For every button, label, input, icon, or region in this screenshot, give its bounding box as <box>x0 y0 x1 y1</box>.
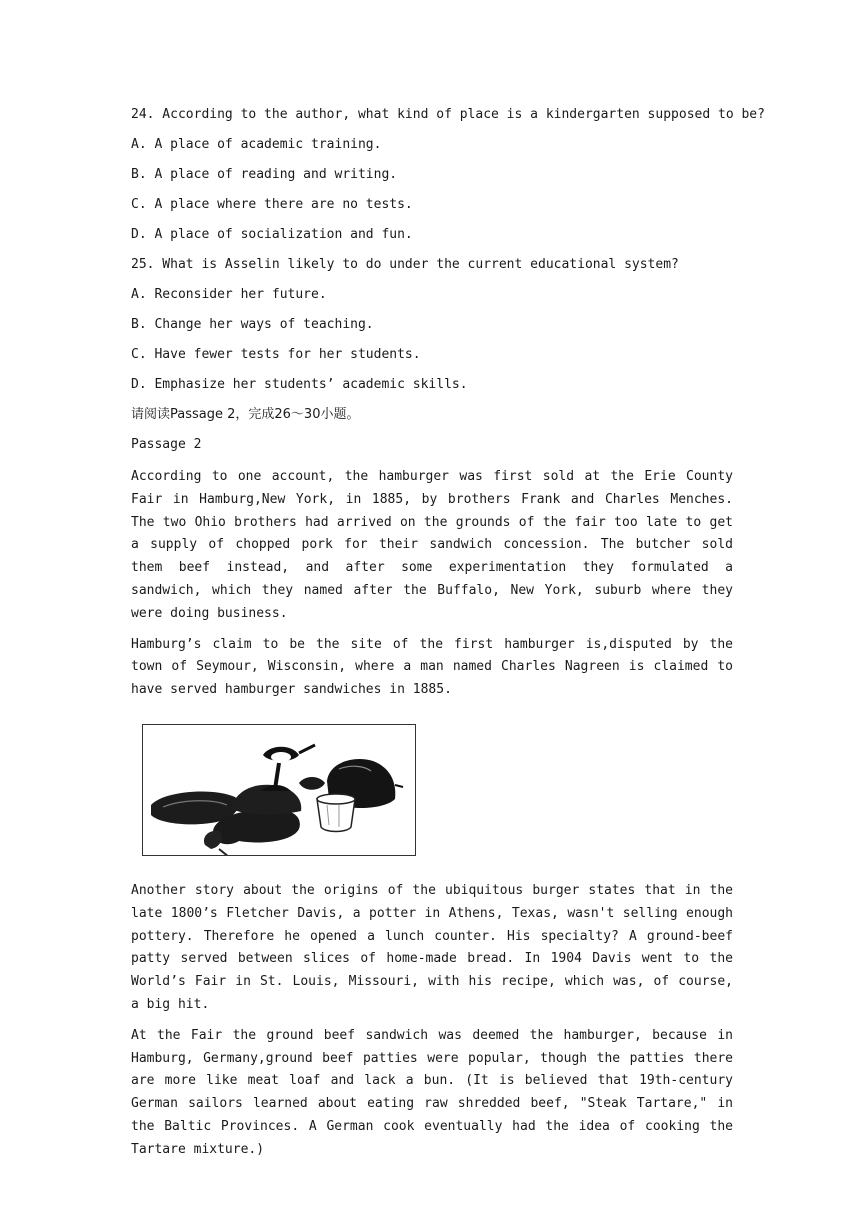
question-24: 24. According to the author, what kind of place is a kindergarten supposed to be? <box>131 107 765 122</box>
passage-title: Passage 2 <box>131 437 202 452</box>
option-24-a: A. A place of academic training. <box>131 137 382 152</box>
option-24-b: B. A place of reading and writing. <box>131 167 398 182</box>
instruction: 请阅读Passage 2，完成26～30小题。 <box>131 407 360 422</box>
paragraph-1: According to one account, the hamburger was first sold at the Erie County Fair in Hamburg,New York, in 1885, by brothers Frank and Charles Menches. The two Ohio brothers had arrived on the grounds of the fair too late to get a supply of chopped pork for their sandwich concession. The butcher sold them beef instead, and after some experimentation they formulated a sandwich, which they named after the Buffalo, New York, suburb where they were doing business. <box>131 469 733 621</box>
paragraph-2: Hamburg’s claim to be the site of the first hamburger is,disputed by the town of Seymour, Wisconsin, where a man named Charles Nagreen is claimed to have served hamburger sandwiches in 1885. <box>131 636 733 698</box>
paragraph-3: Another story about the origins of the ubiquitous burger states that in the late 1800’s Fletcher Davis, a potter in Athens, Texas, wasn't selling enough pottery. Therefore he opened a lunch counter. His specialty? A ground-beef patty served between slices of home-made bread. In 1904 Davis went to the World’s Fair in St. Louis, Missouri, with his recipe, which was, of course, a big hit. <box>131 882 733 1012</box>
option-24-c: C. A place where there are no tests. <box>131 197 413 212</box>
paragraph-4: At the Fair the ground beef sandwich was deemed the hamburger, because in Hamburg, Germany,ground beef patties were popular, though the patties there are more like meat loaf and lack a bun. (It is believed that 19th-century German sailors learned about eating raw shredded beef, "Steak Tartare," in the Baltic Provinces. A German cook eventually had the idea of cooking the Tartare mixture.) <box>131 1027 733 1157</box>
option-25-b: B. Change her ways of teaching. <box>131 317 374 332</box>
option-24-d: D. A place of socialization and fun. <box>131 227 413 242</box>
food-illustration-drawing <box>143 725 415 855</box>
option-25-d: D. Emphasize her students’ academic skills. <box>131 377 468 392</box>
document-page <box>131 106 765 1170</box>
option-25-a: A. Reconsider her future. <box>131 287 327 302</box>
question-25: 25. What is Asselin likely to do under the current educational system? <box>131 257 679 272</box>
option-25-c: C. Have fewer tests for her students. <box>131 347 421 362</box>
food-illustration <box>142 724 416 856</box>
